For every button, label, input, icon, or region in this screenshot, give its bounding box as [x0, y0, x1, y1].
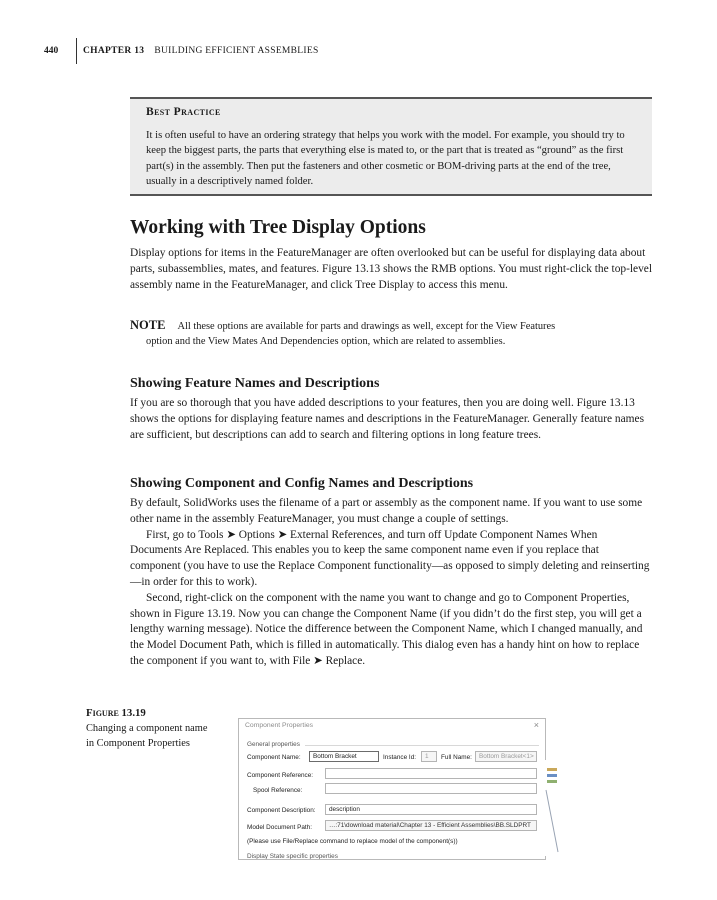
paragraph-component-1: By default, SolidWorks uses the filename of a part or assembly as the component name. If you want to use some other name in the assembly FeatureManager, you must change a couple of settings. [130, 497, 643, 525]
dialog-title: Component Properties [245, 722, 314, 729]
chapter-label: CHAPTER 13 [83, 46, 145, 56]
model-document-path-label: Model Document Path: [247, 824, 313, 831]
note-line-2: option and the View Mates And Dependencies option, which are related to assemblies. [146, 336, 506, 348]
header-divider [76, 38, 77, 64]
component-description-input[interactable]: description [325, 804, 537, 815]
full-name-label: Full Name: [441, 754, 472, 761]
section-heading-feature-names: Showing Feature Names and Descriptions [130, 376, 380, 391]
replace-hint-text: (Please use File/Replace command to replace model of the component(s)) [247, 838, 458, 845]
instance-id-label: Instance Id: [383, 754, 417, 761]
general-properties-group-label: General properties [247, 741, 300, 748]
best-practice-text: It is often useful to have an ordering strategy that helps you work with the model. For example, you should try to keep the biggest parts, the parts that everything else is mated to, or the part that is treated as “ground” as the first part(s) in the assembly. Then put the fasteners and other cosmetic or BOM-driving parts at the end of the tree, usually in a descriptively named folder. [146, 130, 625, 188]
full-name-field: Bottom Bracket<1> [475, 751, 537, 762]
component-name-input[interactable]: Bottom Bracket [309, 751, 379, 762]
figure-caption [86, 706, 216, 752]
paragraph-tree-display: Display options for items in the FeatureManager are often overlooked but can be useful for displaying data about parts, subassemblies, mates, and features. Figure 13.13 shows the RMB options. You must right-click the top-level assembly name in the FeatureManager, and click Tree Display to access this menu. [130, 247, 653, 291]
best-practice-title: Best Practice [146, 106, 221, 118]
best-practice-box [130, 97, 652, 196]
spool-reference-input[interactable] [325, 783, 537, 794]
paragraph-component-2: First, go to Tools ➤ Options ➤ External References, and turn off Update Component Names When Documents Are Replaced. This enables you to keep the same component name even if you replace that component (you have to use the Replace Component functionality—as opposed to simply deleting and reinserting—in order for this to work). [130, 528, 650, 588]
component-reference-label: Component Reference: [247, 772, 314, 779]
note-label: NOTE [130, 318, 166, 332]
group-divider [305, 745, 539, 746]
model-document-path-field: …:71\download material\Chapter 13 - Efficient Assemblies\BB.SLDPRT [325, 820, 537, 831]
spool-reference-label: Spool Reference: [253, 787, 303, 794]
component-reference-input[interactable] [325, 768, 537, 779]
component-description-label: Component Description: [247, 807, 316, 814]
section-heading-tree-display: Working with Tree Display Options [130, 217, 426, 238]
paragraph-component-3: Second, right-click on the component with the name you want to change and go to Component Properties, shown in Figure 13.19. Now you can change the Component Name (if you didn’t do the first step, you will get a lengthy warning message). Notice the difference between the Component Name, which I changed manually, and the Model Document Path, which is filled in automatically. This dialog even has a handy hint on how to replace the component if you want to, with File ➤ Replace. [130, 591, 643, 667]
section-heading-component-names: Showing Component and Config Names and Descriptions [130, 476, 474, 491]
figure-label: Figure 13.19 [86, 707, 146, 719]
component-name-label: Component Name: [247, 754, 301, 761]
component-properties-dialog [238, 718, 546, 860]
note-box [130, 318, 650, 350]
section-body-component-names [130, 496, 652, 670]
paragraph-feature-names: If you are so thorough that you have added descriptions to your features, then you are doing well. Figure 13.13 shows the options for displaying feature names and descriptions in the FeatureManager. Generally feature names are sufficient, but descriptions can add to search and filtering options in long feature trees. [130, 397, 645, 441]
display-state-group-label: Display State specific properties [247, 853, 338, 860]
page-number: 440 [44, 46, 59, 56]
dialog-title-bar [239, 719, 545, 733]
close-icon[interactable]: × [533, 720, 539, 730]
note-line-1: All these options are available for parts and drawings as well, except for the View Features [177, 321, 556, 332]
chapter-title: BUILDING EFFICIENT ASSEMBLIES [154, 46, 319, 56]
background-window-edge-icon [545, 760, 559, 856]
instance-id-field: 1 [421, 751, 437, 762]
running-header [44, 38, 319, 64]
figure-caption-text: Changing a component name in Component Properties [86, 723, 208, 750]
